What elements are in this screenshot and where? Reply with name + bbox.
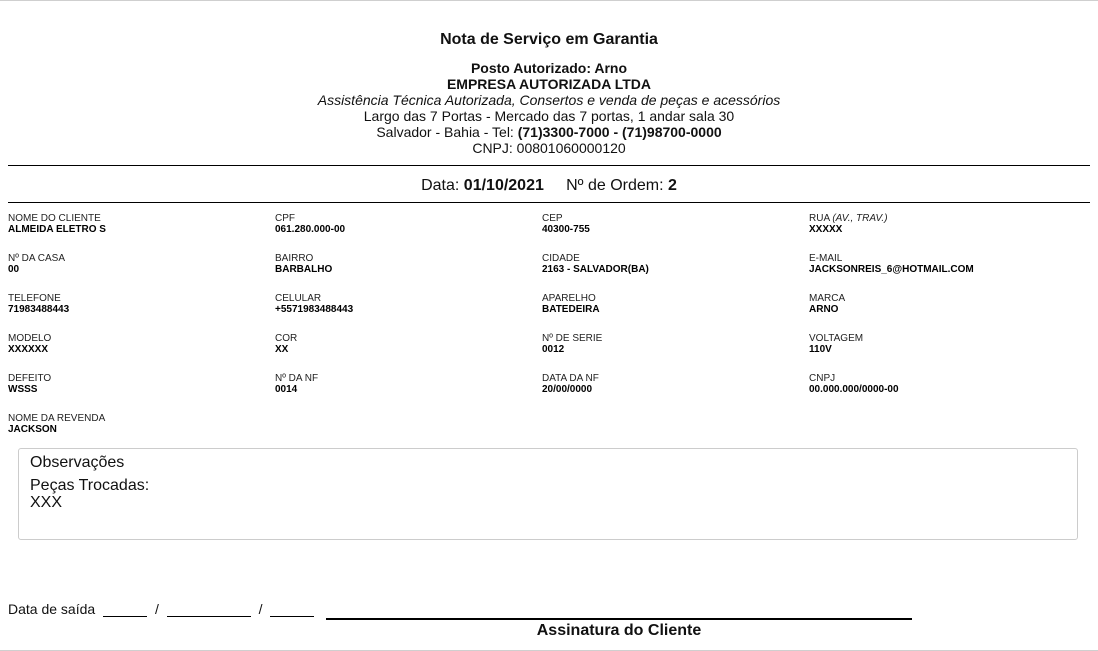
field-phone: TELEFONE 71983488443 <box>8 293 70 315</box>
divider <box>8 202 1090 203</box>
company-name: EMPRESA AUTORIZADA LTDA <box>446 76 652 92</box>
observations-title: Observações <box>30 454 125 471</box>
signature-line <box>326 618 912 620</box>
field-cnpj: CNPJ 00.000.000/0000-00 <box>809 373 899 395</box>
exit-date-day-blank <box>103 600 147 617</box>
date-value: 01/10/2021 <box>463 177 544 194</box>
field-cpf: CPF 061.280.000-00 <box>275 213 346 235</box>
field-model: MODELO XXXXXX <box>8 333 52 355</box>
date-label: Data: <box>421 177 460 194</box>
exit-date-label: Data de saída <box>8 601 96 617</box>
date-separator: / <box>154 601 159 617</box>
field-street: RUA (AV., TRAV.) XXXXX <box>809 213 888 235</box>
field-color: COR XX <box>275 333 298 355</box>
observations-box <box>18 448 1078 540</box>
page-title: Nota de Serviço em Garantia <box>440 31 658 48</box>
replaced-parts-label: Peças Trocadas: <box>30 477 150 494</box>
exit-date <box>8 600 314 617</box>
exit-date-month-blank <box>167 600 251 617</box>
company-city: Salvador - Bahia - Tel: <box>376 124 518 140</box>
exit-date-year-blank <box>270 600 314 617</box>
field-city: CIDADE 2163 - SALVADOR(BA) <box>542 253 649 275</box>
field-mobile: CELULAR +5571983488443 <box>275 293 354 315</box>
divider <box>8 165 1090 166</box>
field-serial-number: Nº DE SERIE 0012 <box>542 333 603 355</box>
field-reseller-name: NOME DA REVENDA JACKSON <box>8 413 106 435</box>
field-client-name: NOME DO CLIENTE ALMEIDA ELETRO S <box>8 213 106 235</box>
company-address: Largo das 7 Portas - Mercado das 7 portas, 1 andar sala 30 <box>363 108 735 124</box>
field-device: APARELHO BATEDEIRA <box>542 293 600 315</box>
page-top-border <box>0 0 1098 1</box>
field-invoice-number: Nº DA NF 0014 <box>275 373 319 395</box>
field-brand: MARCA ARNO <box>809 293 846 315</box>
field-voltage: VOLTAGEM 110V <box>809 333 864 355</box>
company-city-phone <box>0 124 1098 140</box>
replaced-parts-value: XXX <box>30 494 63 511</box>
order-info <box>0 177 1098 195</box>
street-hint: (AV., TRAV.) <box>832 213 888 224</box>
field-house-number: Nº DA CASA 00 <box>8 253 66 275</box>
field-invoice-date: DATA DA NF 20/00/0000 <box>542 373 599 395</box>
field-neighborhood: BAIRRO BARBALHO <box>275 253 333 275</box>
order-number-value: 2 <box>668 177 677 194</box>
field-cep: CEP 40300-755 <box>542 213 590 235</box>
order-number-label: Nº de Ordem: <box>566 177 664 194</box>
field-email: E-MAIL JACKSONREIS_6@HOTMAIL.COM <box>809 253 974 275</box>
authorized-post: Posto Autorizado: Arno <box>470 60 628 76</box>
date-separator: / <box>258 601 263 617</box>
company-cnpj: CNPJ: 00801060000120 <box>472 140 626 156</box>
signature-label: Assinatura do Cliente <box>536 622 702 639</box>
company-phones: (71)3300-7000 - (71)98700-0000 <box>517 124 722 140</box>
field-defect: DEFEITO WSSS <box>8 373 52 395</box>
company-description: Assistência Técnica Autorizada, Consertos e venda de peças e acessórios <box>317 92 781 108</box>
